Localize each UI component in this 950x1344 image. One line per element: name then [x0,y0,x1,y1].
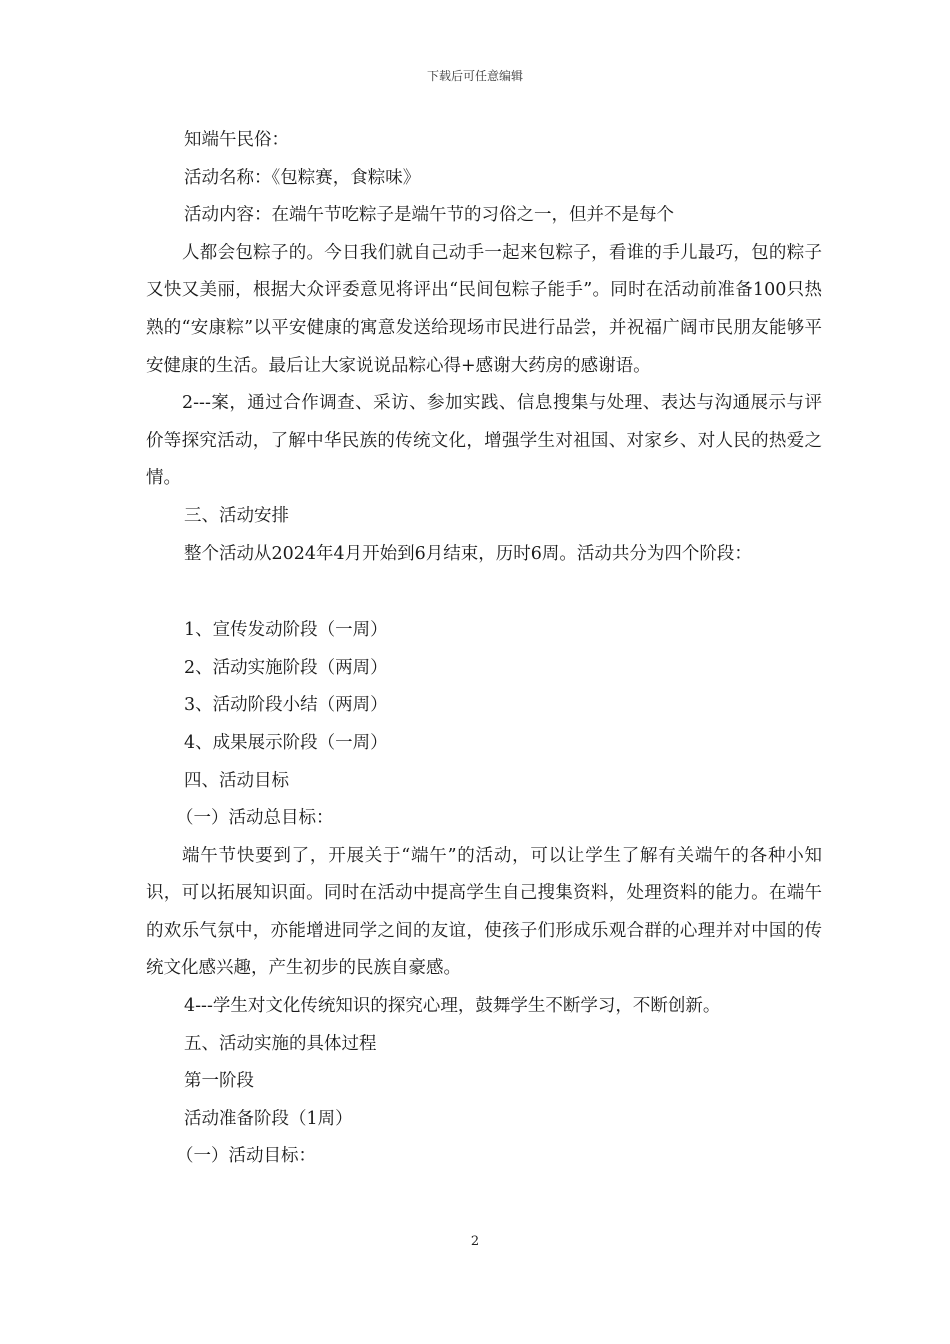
blank-line [146,573,822,612]
list-item: 3、活动阶段小结（两周） [184,695,388,716]
paragraph: 端午节快要到了，开展关于“端午”的活动，可以让学生了解有关端午的各种小知识，可以拓展知识面。同时在活动中提高学生自己搜集资料，处理资料的能力。在端午的欢乐气氛中，亦能增进同学之间的友谊，使孩子们形成乐观合群的心理并对中国的传统文化感兴趣，产生初步的民族自豪感。 [146,845,822,979]
paragraph: 4---学生对文化传统知识的探究心理，鼓舞学生不断学习，不断创新。 [184,996,721,1017]
paragraph: 整个活动从2024年4月开始到6月结束，历时6周。活动共分为四个阶段： [184,543,752,564]
section-heading: 五、活动实施的具体过程 [184,1033,377,1054]
paragraph: 2---案，通过合作调查、采访、参加实践、信息搜集与处理、表达与沟通展示与评价等探究活动，了解中华民族的传统文化，增强学生对祖国、对家乡、对人民的热爱之情。 [146,393,822,489]
document-body [146,122,822,1176]
subsection-heading: （一）活动目标： [176,1146,316,1167]
list-item: 2、活动实施阶段（两周） [184,657,388,678]
page-header: 下载后可任意编辑 [426,69,523,83]
paragraph: 知端午民俗： [184,130,289,150]
list-item: 1、宣传发动阶段（一周） [184,620,388,641]
page-number: 2 [470,1234,480,1249]
subsection-heading: （一）活动总目标： [176,808,334,829]
list-item: 4、成果展示阶段（一周） [184,732,388,753]
section-heading: 四、活动目标 [184,770,289,791]
section-heading: 三、活动安排 [184,505,289,526]
paragraph: 第一阶段 [184,1071,254,1092]
paragraph: 活动准备阶段（1周） [184,1108,353,1129]
paragraph: 人都会包粽子的。今日我们就自己动手一起来包粽子，看谁的手儿最巧，包的粽子又快又美丽，根据大众评委意见将评出“民间包粽子能手”。同时在活动前准备100只热熟的“安康粽”以平安健康的寓意发送给现场市民进行品尝，并祝福广阔市民朋友能够平安健康的生活。最后让大家说说品粽心得+感谢大药房的感谢语。 [146,242,822,376]
paragraph: 活动名称：《包粽赛，食粽味》 [184,167,421,188]
paragraph: 活动内容：在端午节吃粽子是端午节的习俗之一，但并不是每个 [184,205,674,226]
